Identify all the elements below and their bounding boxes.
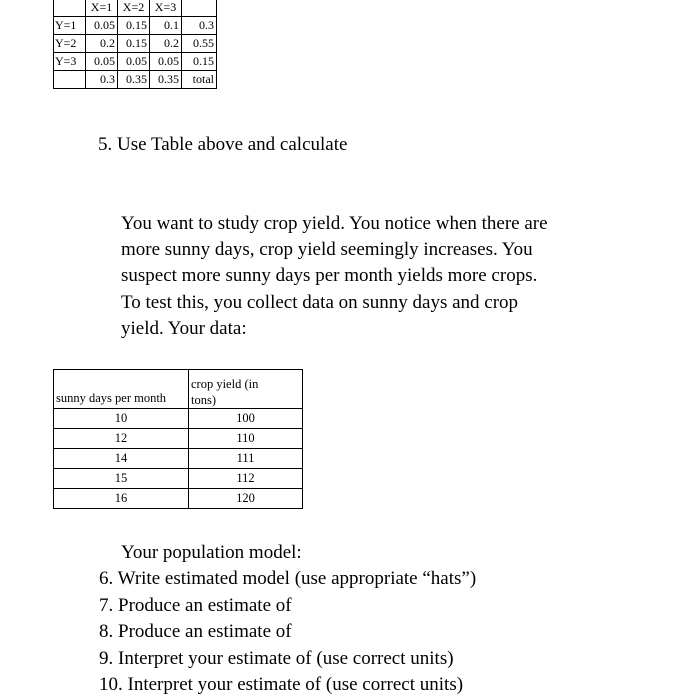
table-cell: 0.3 (182, 17, 217, 35)
table-cell: 14 (54, 449, 189, 469)
table-cell: 0.35 (150, 71, 182, 89)
table-cell: 0.15 (182, 53, 217, 71)
header-crop-yield (189, 370, 303, 409)
table-cell: Y=1 (54, 17, 86, 35)
table-cell: X=1 (86, 0, 118, 17)
table-row (54, 409, 303, 429)
table-cell: 120 (189, 489, 303, 509)
table-row (54, 469, 303, 489)
table-cell: 0.15 (118, 35, 150, 53)
table-cell: 0.1 (150, 17, 182, 35)
question-6: 6. Write estimated model (use appropriate “hats”) (99, 568, 477, 589)
header-line: crop yield (in (191, 377, 259, 391)
table-row (54, 35, 217, 53)
table-row (54, 53, 217, 71)
table-cell: 112 (189, 469, 303, 489)
table-cell: 12 (54, 429, 189, 449)
table-cell: 16 (54, 489, 189, 509)
table-row (54, 429, 303, 449)
table-cell: Y=2 (54, 35, 86, 53)
table-cell: X=3 (150, 0, 182, 17)
table-cell: 111 (189, 449, 303, 469)
header-sunny-days: sunny days per month (54, 370, 189, 409)
table-row (54, 489, 303, 509)
table-cell: 0.2 (86, 35, 118, 53)
question-7: 7. Produce an estimate of (99, 595, 292, 616)
crop-data-table (53, 369, 303, 509)
joint-probability-table (53, 0, 217, 89)
table-cell: 0.35 (118, 71, 150, 89)
paragraph-line: more sunny days, crop yield seemingly increases. You (121, 239, 533, 260)
table-cell: 0.05 (150, 53, 182, 71)
paragraph-line: To test this, you collect data on sunny days and crop (121, 292, 519, 313)
table-cell: total (182, 71, 217, 89)
table-row (54, 17, 217, 35)
table-cell: 110 (189, 429, 303, 449)
table-cell: 0.15 (118, 17, 150, 35)
table-cell: 0.05 (86, 17, 118, 35)
table-cell: 0.3 (86, 71, 118, 89)
table-cell: X=2 (118, 0, 150, 17)
table-row (54, 71, 217, 89)
paragraph-line: suspect more sunny days per month yields more crops. (121, 265, 538, 286)
question-10: 10. Interpret your estimate of (use correct units) (99, 674, 464, 695)
table-cell: 0.05 (86, 53, 118, 71)
table-cell: 100 (189, 409, 303, 429)
table-cell: Y=3 (54, 53, 86, 71)
table-cell (54, 71, 86, 89)
table-cell: 15 (54, 469, 189, 489)
question-8: 8. Produce an estimate of (99, 621, 292, 642)
model-label: Your population model: (121, 542, 302, 563)
table-header-row (54, 0, 217, 17)
header-line: tons) (191, 393, 216, 407)
table-row (54, 449, 303, 469)
question-5: 5. Use Table above and calculate (98, 134, 348, 155)
table-cell (54, 0, 86, 17)
table-header-row (54, 370, 303, 409)
table-cell (182, 0, 217, 17)
table-cell: 10 (54, 409, 189, 429)
question-9: 9. Interpret your estimate of (use correct units) (99, 648, 454, 669)
table-cell: 0.55 (182, 35, 217, 53)
table-cell: 0.05 (118, 53, 150, 71)
paragraph-line: You want to study crop yield. You notice when there are (121, 213, 548, 234)
paragraph-line: yield. Your data: (121, 318, 247, 339)
table-cell: 0.2 (150, 35, 182, 53)
